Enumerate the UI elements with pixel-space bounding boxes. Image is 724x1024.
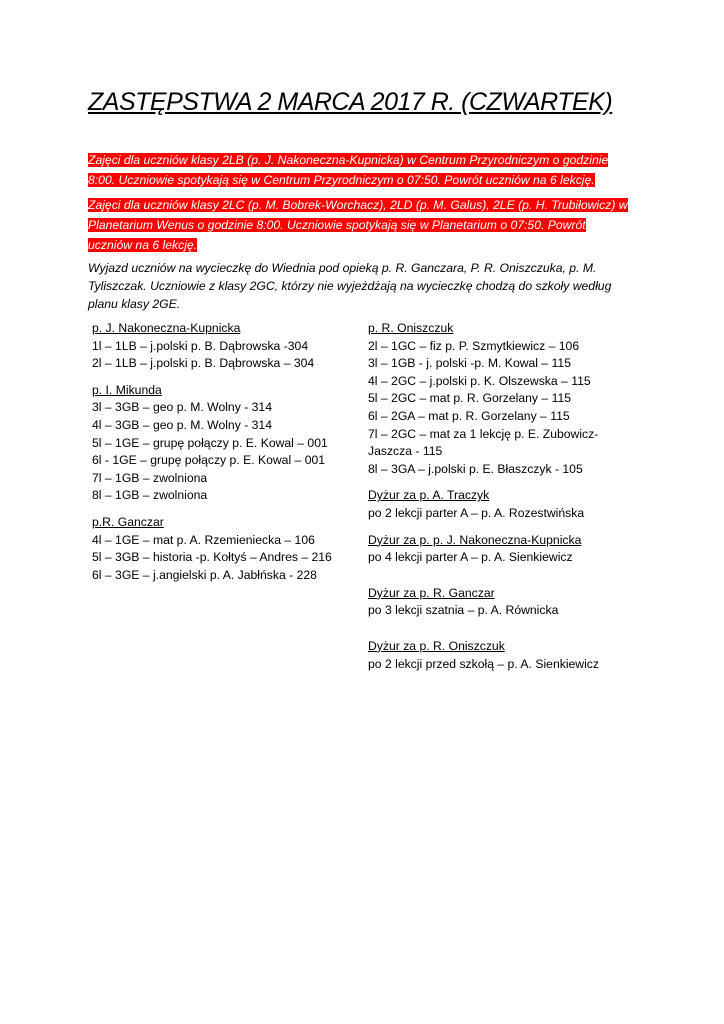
left-column [92,320,342,593]
substitution-line: 3l – 3GB – geo p. M. Wolny - 314 [92,400,272,415]
duty-traczyk [368,487,638,522]
group-oniszczuk [368,320,638,478]
group-heading: p. R. Oniszczuk [368,321,454,335]
substitution-line: 7l – 1GB – zwolniona [92,470,208,485]
notice-2lb [88,150,628,190]
substitution-line: 6l – 3GE – j.angielski p. A. Jabłńska - 228 [92,567,317,582]
substitution-line: 1l – 1LB – j.polski p. B. Dąbrowska -304 [92,338,309,353]
substitution-line: 2l – 1GC – fiz p. P. Szmytkiewicz – 106 [368,338,580,353]
group-nakoneczna [92,320,342,373]
trip-note: Wyjazd uczniów na wycieczkę do Wiednia pod opieką p. R. Ganczara, P. R. Oniszczuka, p. M. Tyliszczak. Uczniowie z klasy 2GC, którzy nie wyjeżdżają na wycieczkę chodzą do szkoły według planu klasy 2GE. [88,261,612,311]
group-heading: p. I. Mikunda [92,382,162,397]
substitution-line: 8l – 3GA – j.polski p. E. Błaszczyk - 105 [368,461,583,476]
duty-line: po 2 lekcji przed szkołą – p. A. Sienkiewicz [368,656,599,671]
notice-2lc-2ld-2le [88,195,628,255]
substitution-line: 4l – 1GE – mat p. A. Rzemieniecka – 106 [92,532,315,547]
group-mikunda [92,382,342,505]
duty-line: po 3 lekcji szatnia – p. A. Równicka [368,603,559,618]
duty-heading: Dyżur za p. R. Oniszczuk [368,638,505,653]
substitution-line: 8l – 1GB – zwolniona [92,488,208,503]
substitution-line: 4l – 2GC – j.polski p. K. Olszewska – 115 [368,373,591,388]
duty-line: po 2 lekcji parter A – p. A. Rozestwińska [368,505,585,520]
duty-nakoneczna [368,532,638,567]
substitution-line: 5l – 1GE – grupę połączy p. E. Kowal – 001 [92,435,328,450]
notice-2lb-text: Zajęci dla uczniów klasy 2LB (p. J. Nakoneczna-Kupnicka) w Centrum Przyrodniczym o godzinie 8:00. Uczniowie spotykają się w Centrum Przyrodniczym o 07:50. Powrót uczniów na 6 lekcję. [88,153,609,187]
notice-2lc-text: Zajęci dla uczniów klasy 2LC (p. M. Bobrek-Worchacz), 2LD (p. M. Galus), 2LE (p. H. Trubiłowicz) w Planetarium Wenus o godzinie 8:00. Uczniowie spotykają się w Planetarium o 07:50. Powrót uczniów na 6 lekcję. [88,198,628,252]
substitution-line: 5l – 2GC – mat p. R. Gorzelany – 115 [368,391,571,406]
duty-oniszczuk [368,638,638,673]
substitution-line: 2l – 1LB – j.polski p. B. Dąbrowska – 304 [92,356,315,371]
duty-heading: Dyżur za p. p. J. Nakoneczna-Kupnicka [368,532,582,547]
substitution-line: 6l – 2GA – mat p. R. Gorzelany – 115 [368,408,570,423]
duty-heading: Dyżur za p. R. Ganczar [368,585,495,600]
group-ganczar [92,514,342,584]
substitution-line: 3l – 1GB - j. polski -p. M. Kowal – 115 [368,356,571,371]
substitution-line: 6l - 1GE – grupę połączy p. E. Kowal – 001 [92,453,326,468]
substitution-line: 7l – 2GC – mat za 1 lekcję p. E. Zubowicz-Jaszcza - 115 [368,426,599,459]
duty-ganczar [368,585,638,620]
substitution-line: 4l – 3GB – geo p. M. Wolny - 314 [92,417,272,432]
right-column [368,320,638,682]
substitution-line: 5l – 3GB – historia -p. Kołtyś – Andres – 216 [92,550,332,565]
group-heading: p.R. Ganczar [92,514,164,529]
page-title: ZASTĘPSTWA 2 MARCA 2017 R. (CZWARTEK) [88,88,613,116]
duty-line: po 4 lekcji parter A – p. A. Sienkiewicz [368,550,573,565]
group-heading: p. J. Nakoneczna-Kupnicka [92,321,241,335]
duty-heading: Dyżur za p. A. Traczyk [368,488,490,503]
